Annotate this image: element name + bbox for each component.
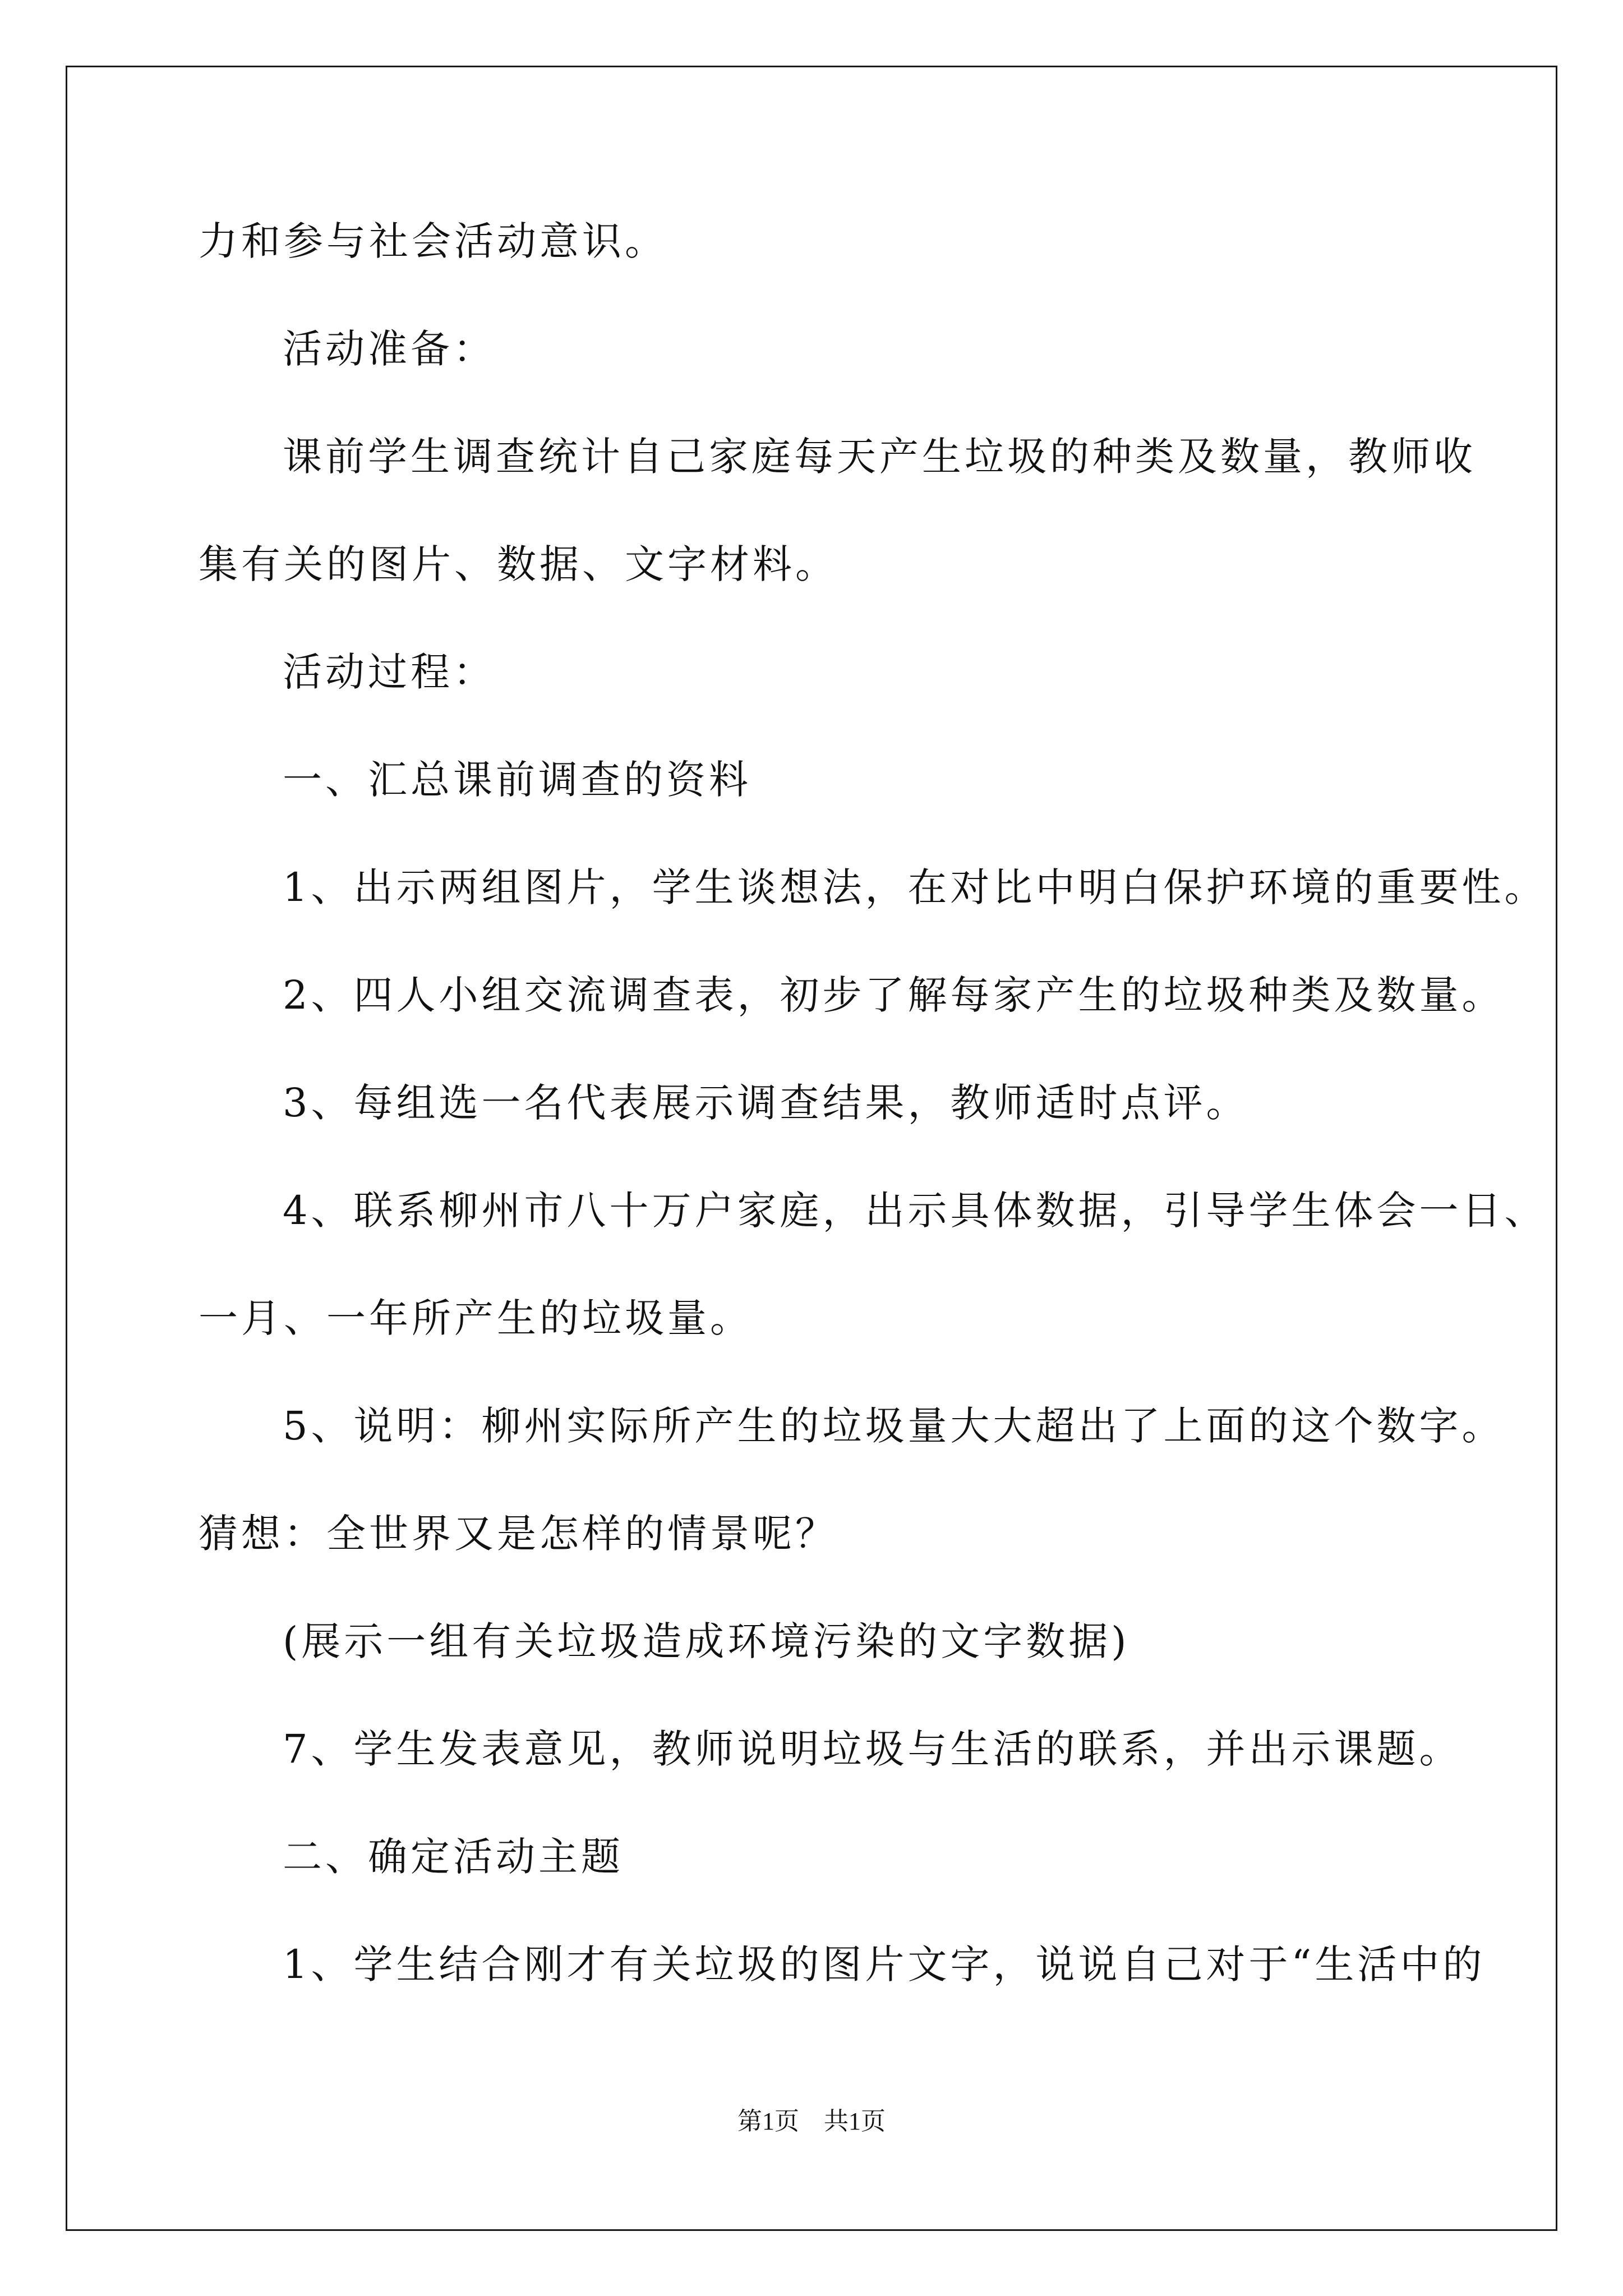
text-line: 2、四人小组交流调查表，初步了解每家产生的垃圾种类及数量。: [283, 972, 1505, 1018]
text-line: 一、汇总课前调查的资料: [283, 757, 751, 803]
text-line: 活动过程：: [283, 649, 496, 695]
text-line: 1、学生结合刚才有关垃圾的图片文字，说说自己对于“生活中的: [283, 1941, 1486, 1987]
text-line: 3、每组选一名代表展示调查结果，教师适时点评。: [283, 1080, 1249, 1126]
page-border: [66, 66, 1557, 2231]
text-line: 一月、一年所产生的垃圾量。: [199, 1295, 753, 1341]
text-line: 二、确定活动主题: [283, 1834, 624, 1880]
text-line: 活动准备：: [283, 326, 496, 372]
text-line: (展示一组有关垃圾造成环境污染的文字数据): [283, 1618, 1130, 1664]
text-line: 4、联系柳州市八十万户家庭，出示具体数据，引导学生体会一日、: [283, 1188, 1547, 1234]
text-line: 1、出示两组图片，学生谈想法，在对比中明白保护环境的重要性。: [283, 864, 1547, 910]
text-line: 7、学生发表意见，教师说明垃圾与生活的联系，并出示课题。: [283, 1726, 1462, 1772]
text-line: 课前学生调查统计自己家庭每天产生垃圾的种类及数量，教师收: [283, 434, 1476, 480]
text-line: 猜想：全世界又是怎样的情景呢？: [199, 1511, 838, 1557]
page-number-footer: 第1页 共1页: [737, 2108, 886, 2135]
text-line: 5、说明：柳州实际所产生的垃圾量大大超出了上面的这个数字。: [283, 1403, 1505, 1449]
text-line: 集有关的图片、数据、文字材料。: [199, 541, 838, 587]
text-line: 力和参与社会活动意识。: [199, 218, 667, 264]
